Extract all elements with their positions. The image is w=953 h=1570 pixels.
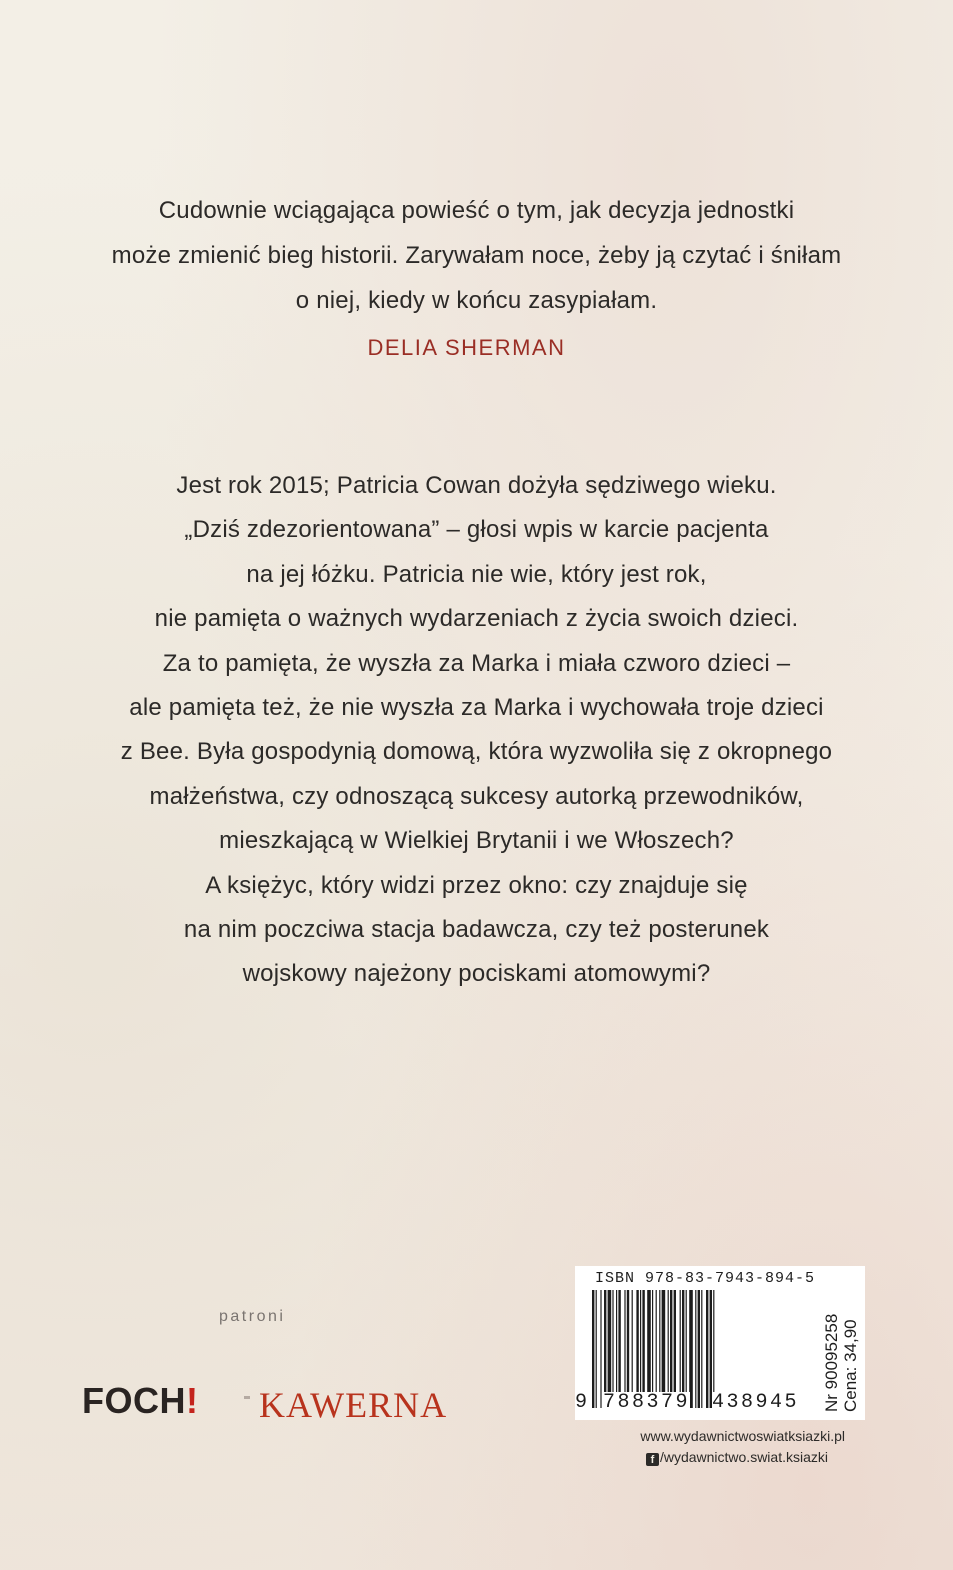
- barcode-bar: [600, 1290, 601, 1408]
- foch-logo-bang: !: [186, 1380, 199, 1421]
- ean-right-digits: 438945: [712, 1391, 800, 1414]
- barcode-bar: [592, 1290, 594, 1408]
- description-line: na jej łóżku. Patricia nie wie, który jest rok,: [246, 560, 707, 588]
- blurb-quote: [60, 188, 893, 323]
- patrons-label: patroni: [219, 1308, 286, 1325]
- barcode-bar: [706, 1290, 708, 1408]
- description-line: małżeństwa, czy odnoszącą sukcesy autorką przewodników,: [149, 782, 804, 810]
- logo-separator: [244, 1396, 250, 1399]
- quote-author: DELIA SHERMAN: [367, 335, 566, 360]
- facebook-icon: f: [646, 1453, 659, 1466]
- kawerna-logo: KAWERNA: [259, 1385, 448, 1425]
- description-line: wojskowy najeżony pociskami atomowymi?: [242, 960, 711, 988]
- barcode-bar: [596, 1290, 597, 1408]
- catalog-number: Nr 90095258: [822, 1313, 841, 1412]
- description-line: z Bee. Była gospodynią domową, która wyzwoliła się z okropnego: [120, 738, 833, 766]
- catalog-info-text: [822, 1272, 864, 1412]
- foch-logo: [82, 1380, 199, 1422]
- quote-line: Cudownie wciągająca powieść o tym, jak decyzja jednostki: [158, 197, 795, 224]
- barcode-bar: [695, 1290, 696, 1408]
- publisher-website: www.wydawnictwoswiatksiazki.pl: [640, 1428, 845, 1444]
- ean-first-digit: 9: [575, 1391, 588, 1414]
- description-line: ale pamięta też, że nie wyszła za Marka i wychowała troje dzieci: [129, 694, 824, 722]
- publisher-facebook: [0, 1449, 828, 1466]
- description-line: „Dziś zdezorientowana” – głosi wpis w karcie pacjenta: [184, 516, 769, 544]
- barcode-bar: [701, 1290, 702, 1408]
- description-line: Za to pamięta, że wyszła za Marka i miała czworo dzieci –: [162, 649, 791, 677]
- description-line: nie pamięta o ważnych wydarzeniach z życia swoich dzieci.: [154, 605, 799, 633]
- book-description: [60, 464, 893, 997]
- facebook-handle: /wydawnictwo.swiat.ksiazki: [659, 1449, 828, 1465]
- foch-logo-text: FOCH: [82, 1380, 186, 1421]
- price: Cena: 34,90: [841, 1319, 860, 1412]
- quote-line: może zmienić bieg historii. Zarywałam noce, żeby ją czytać i śniłam: [111, 242, 842, 269]
- description-line: mieszkającą w Wielkiej Brytanii i we Włoszech?: [219, 827, 734, 855]
- description-line: A księżyc, który widzi przez okno: czy znajduje się: [205, 871, 748, 899]
- isbn-number: ISBN 978-83-7943-894-5: [595, 1270, 816, 1287]
- catalog-info: [822, 1272, 864, 1412]
- description-line: na nim poczciwa stacja badawcza, czy też posterunek: [183, 916, 770, 944]
- description-line: Jest rok 2015; Patricia Cowan dożyła sędziwego wieku.: [176, 472, 777, 499]
- barcode-bar: [698, 1290, 700, 1408]
- ean-left-digits: 788379: [603, 1391, 691, 1414]
- quote-line: o niej, kiedy w końcu zasypiałam.: [295, 287, 658, 314]
